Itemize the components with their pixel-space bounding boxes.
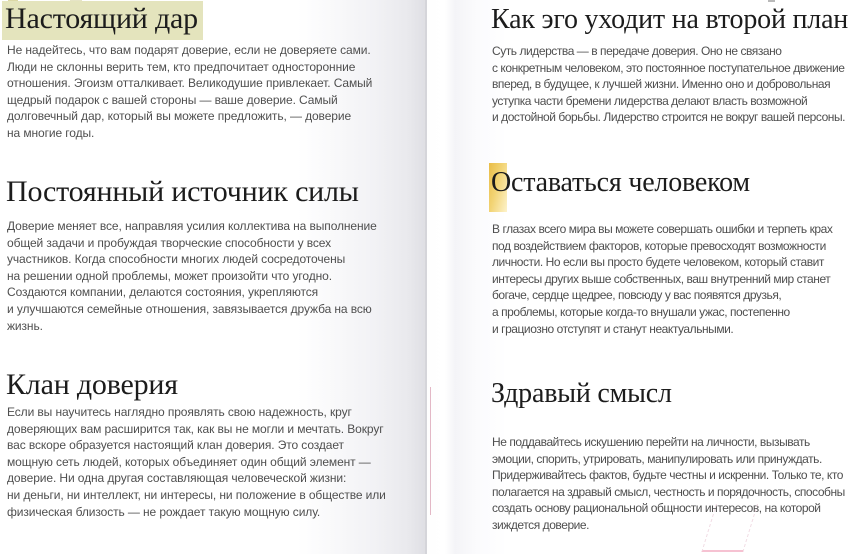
section-heading: Здравый смысл [491, 378, 672, 409]
section-body: Суть лидерства — в передаче доверия. Оно не связано с конкретным человеком, это постоянное поступательное движение вперед, в будущее, к лучшей жизни. Именно оно и добровольная уступка части бремени лидерства делают власть возможной и достойной борьбы. Лидерство строится не вокруг вашей персоны. [492, 44, 846, 125]
section-body: Если вы научитесь наглядно проявлять свою надежность, круг доверяющих вам расширится так, как вы не могли и мечтать. Вокруг вас вскоре образуется настоящий клан доверия. Это создает мощную сеть людей, которых объединяет один общий элемент — доверие. Ни одна другая составляющая человеческой жизни: ни деньги, ни интеллект, ни интересы, ни положение в обществе или физическая близость — не рождает такую мощную силу. [7, 405, 386, 519]
section-body: Не надейтесь, что вам подарят доверие, если не доверяете сами. Люди не склонны верить тем, кто предпочитает односторонние отношения. Эгоизм отталкивает. Великодушие привлекает. Самый щедрый подарок с вашей стороны — ваше доверие. Самый долговечный дар, который вы можете предложить, — доверие на многие годы. [7, 43, 373, 140]
section-body: Не поддавайтесь искушению перейти на личности, вызывать эмоции, спорить, утрировать, манипулировать или принуждать. Придерживайтесь фактов, будьте честны и искренни. Только те, кто полагается на здравый смысл, честность и порядочность, способны создать основу рациональной общности интересов, на которой зиждется доверие. [492, 435, 845, 532]
cropped-text-artifact [768, 0, 775, 2]
section-heading: Оставаться человеком [491, 167, 750, 198]
section-heading: Клан доверия [6, 368, 178, 401]
section-heading: Как эго уходит на второй план [491, 4, 848, 35]
section-body: Доверие меняет все, направляя усилия коллектива на выполнение общей задачи и пробуждая творческие способности у всех участников. Когда способности многих людей сосредоточены на решении одной проблемы, может произойти что угодно. Создаются компании, делаются состояния, укрепляются и улучшаются семейные отношения, завязывается дружба на всю жизнь. [7, 219, 377, 333]
section-heading: Постоянный источник силы [6, 175, 359, 208]
selection-edge-line [430, 387, 431, 515]
right-page[interactable] [425, 0, 848, 554]
section-body: В глазах всего мира вы можете совершать ошибки и терпеть крах под воздействием факторов, которые превосходят возможности личности. Но если вы просто будете человеком, который ставит интересы других выше собственных, ваш внутренний мир станет богаче, сердце щедрее, повсюду у вас появятся друзья, а проблемы, которые когда-то внушали ужас, постепенно и грациозно отступят и станут неактуальными. [492, 222, 833, 336]
highlighted-heading[interactable]: Настоящий дар [2, 1, 203, 40]
